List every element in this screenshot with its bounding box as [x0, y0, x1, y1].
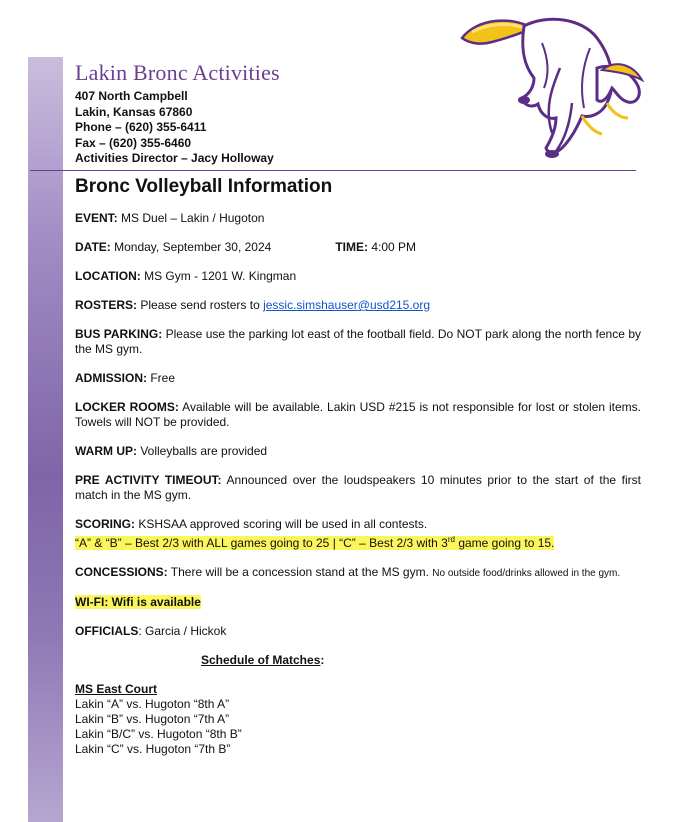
location-value: MS Gym - 1201 W. Kingman [140, 269, 297, 283]
match-item: Lakin “A” vs. Hugoton “8th A” [75, 697, 230, 711]
scoring-line [75, 517, 641, 551]
concessions-line [75, 565, 641, 581]
wifi-value: Wifi is available [108, 595, 201, 609]
scoring-highlight [75, 536, 554, 550]
officials-value: : Garcia / Hickok [138, 624, 227, 638]
officials-line [75, 624, 641, 639]
time-label: TIME: [335, 240, 368, 254]
address-line-1: 407 North Campbell [75, 89, 188, 103]
officials-label: OFFICIALS [75, 624, 139, 638]
locker-label: LOCKER ROOMS: [75, 400, 179, 414]
header-divider [30, 170, 636, 171]
wifi-line [75, 595, 641, 610]
admission-line [75, 371, 641, 386]
locker-text: Available will be available. Lakin USD #215 is not responsible for lost or stolen items. Towels will NOT be provided. [75, 400, 641, 429]
date-time-line [75, 240, 641, 255]
date-value: Monday, September 30, 2024 [110, 240, 272, 254]
schedule-heading [201, 653, 641, 668]
wifi-label: WI-FI: [75, 595, 109, 609]
concessions-label: CONCESSIONS: [75, 565, 168, 579]
bus-text: Please use the parking lot east of the football field. Do NOT park along the north fence by the MS gym. [75, 327, 641, 356]
schedule-court [75, 682, 641, 757]
scoring-highlight-b: game going to 15. [454, 536, 555, 550]
org-name: Lakin Bronc Activities [75, 60, 280, 85]
schedule-heading-colon: : [320, 653, 325, 667]
location-line [75, 269, 641, 284]
event-label: EVENT: [75, 211, 118, 225]
admission-value: Free [147, 371, 176, 385]
timeout-text: Announced over the loudspeakers 10 minutes prior to the start of the first match in the MS gym. [75, 473, 641, 502]
bronco-horse-logo [452, 8, 647, 163]
scoring-highlight-sup: rd [447, 535, 455, 544]
match-item: Lakin “B/C” vs. Hugoton “8th B” [75, 727, 242, 741]
bus-label: BUS PARKING: [75, 327, 163, 341]
director-line: Activities Director – Jacy Holloway [75, 151, 274, 165]
court-name: MS East Court [75, 682, 158, 696]
event-value: MS Duel – Lakin / Hugoton [117, 211, 265, 225]
match-item: Lakin “B” vs. Hugoton “7th A” [75, 712, 230, 726]
scoring-highlight-a: “A” & “B” – Best 2/3 with ALL games going to 25 | “C” – Best 2/3 with 3 [75, 536, 448, 550]
page-title: Bronc Volleyball Information [75, 176, 333, 197]
rosters-text: Please send rosters to [137, 298, 264, 312]
address-line-2: Lakin, Kansas 67860 [75, 104, 193, 119]
warm-up-line [75, 444, 641, 459]
warmup-value: Volleyballs are provided [137, 444, 268, 458]
document-body [75, 176, 641, 757]
phone-line: Phone – (620) 355-6411 [75, 120, 207, 134]
schedule-heading-text: Schedule of Matches [201, 653, 321, 667]
match-item: Lakin “C” vs. Hugoton “7th B” [75, 742, 231, 756]
locker-rooms-line [75, 400, 641, 430]
rosters-label: ROSTERS: [75, 298, 138, 312]
pre-activity-timeout-line [75, 473, 641, 503]
warmup-label: WARM UP: [75, 444, 137, 458]
wifi-highlight [75, 595, 201, 609]
letterhead [75, 60, 280, 167]
event-line [75, 211, 641, 226]
concessions-note: No outside food/drinks allowed in the gym. [432, 568, 621, 579]
time-value: 4:00 PM [368, 240, 417, 254]
scoring-text: KSHSAA approved scoring will be used in all contests. [135, 517, 428, 531]
date-label: DATE: [75, 240, 111, 254]
fax-line: Fax – (620) 355-6460 [75, 135, 192, 150]
concessions-text: There will be a concession stand at the MS gym. [167, 565, 433, 579]
rosters-line [75, 298, 641, 313]
bus-parking-line [75, 327, 641, 357]
scoring-label: SCORING: [75, 517, 135, 531]
rosters-email-link[interactable]: jessic.simshauser@usd215.org [263, 298, 431, 312]
admission-label: ADMISSION: [75, 371, 147, 385]
timeout-label: PRE ACTIVITY TIMEOUT: [75, 473, 222, 487]
location-label: LOCATION: [75, 269, 141, 283]
decorative-side-bar [28, 57, 63, 822]
